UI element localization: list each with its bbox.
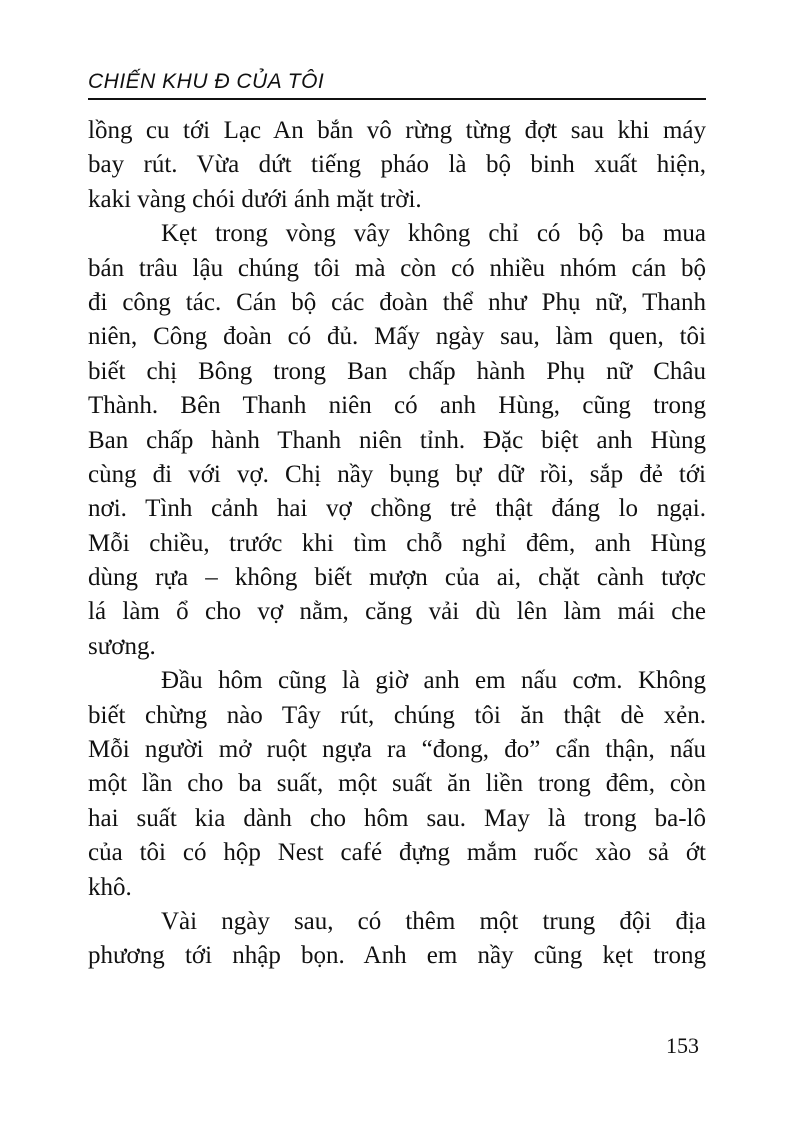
text-line: của tôi có hộp Nest café đựng mắm ruốc xào sả ớt (88, 839, 706, 867)
body-text (88, 114, 706, 974)
text-line: Kẹt trong vòng vây không chỉ có bộ ba mua (161, 220, 706, 248)
text-line: Ban chấp hành Thanh niên tỉnh. Đặc biệt anh Hùng (88, 426, 706, 454)
text-line: nơi. Tình cảnh hai vợ chồng trẻ thật đáng lo ngại. (88, 495, 706, 523)
header-title: CHIẾN KHU Đ CỦA TÔI (88, 70, 325, 93)
text-line: khô. (88, 873, 132, 901)
text-line: Thành. Bên Thanh niên có anh Hùng, cũng trong (88, 392, 706, 420)
text-line: bay rút. Vừa dứt tiếng pháo là bộ binh xuất hiện, (88, 151, 706, 179)
text-line: Vài ngày sau, có thêm một trung đội địa (161, 907, 706, 935)
text-line: dùng rựa – không biết mượn của ai, chặt cành tược (88, 564, 706, 592)
text-line: Mỗi người mở ruột ngựa ra “đong, đo” cẩn thận, nấu (88, 736, 706, 764)
text-line: kaki vàng chói dưới ánh mặt trời. (88, 185, 422, 213)
text-line: bán trâu lậu chúng tôi mà còn có nhiều nhóm cán bộ (88, 254, 706, 282)
text-line: Mỗi chiều, trước khi tìm chỗ nghỉ đêm, anh Hùng (88, 529, 706, 557)
running-header (88, 66, 706, 100)
text-line: Đầu hôm cũng là giờ anh em nấu cơm. Không (161, 667, 706, 695)
text-line: hai suất kia dành cho hôm sau. May là trong ba-lô (88, 804, 706, 832)
page-number: 153 (666, 1033, 699, 1058)
text-line: cùng đi với vợ. Chị nầy bụng bự dữ rồi, sắp đẻ tới (88, 460, 706, 488)
text-line: một lần cho ba suất, một suất ăn liền trong đêm, còn (88, 770, 706, 798)
text-line: biết chị Bông trong Ban chấp hành Phụ nữ Châu (88, 357, 706, 385)
text-line: đi công tác. Cán bộ các đoàn thể như Phụ nữ, Thanh (88, 288, 706, 316)
text-line: sương. (88, 632, 156, 660)
text-line: lá làm ổ cho vợ nằm, căng vải dù lên làm mái che (88, 598, 706, 626)
text-line: niên, Công đoàn có đủ. Mấy ngày sau, làm quen, tôi (88, 323, 706, 351)
text-line: biết chừng nào Tây rút, chúng tôi ăn thật dè xẻn. (88, 701, 706, 729)
text-line: lồng cu tới Lạc An bắn vô rừng từng đợt sau khi máy (88, 117, 706, 144)
text-line: phương tới nhập bọn. Anh em nầy cũng kẹt trong (88, 942, 706, 970)
